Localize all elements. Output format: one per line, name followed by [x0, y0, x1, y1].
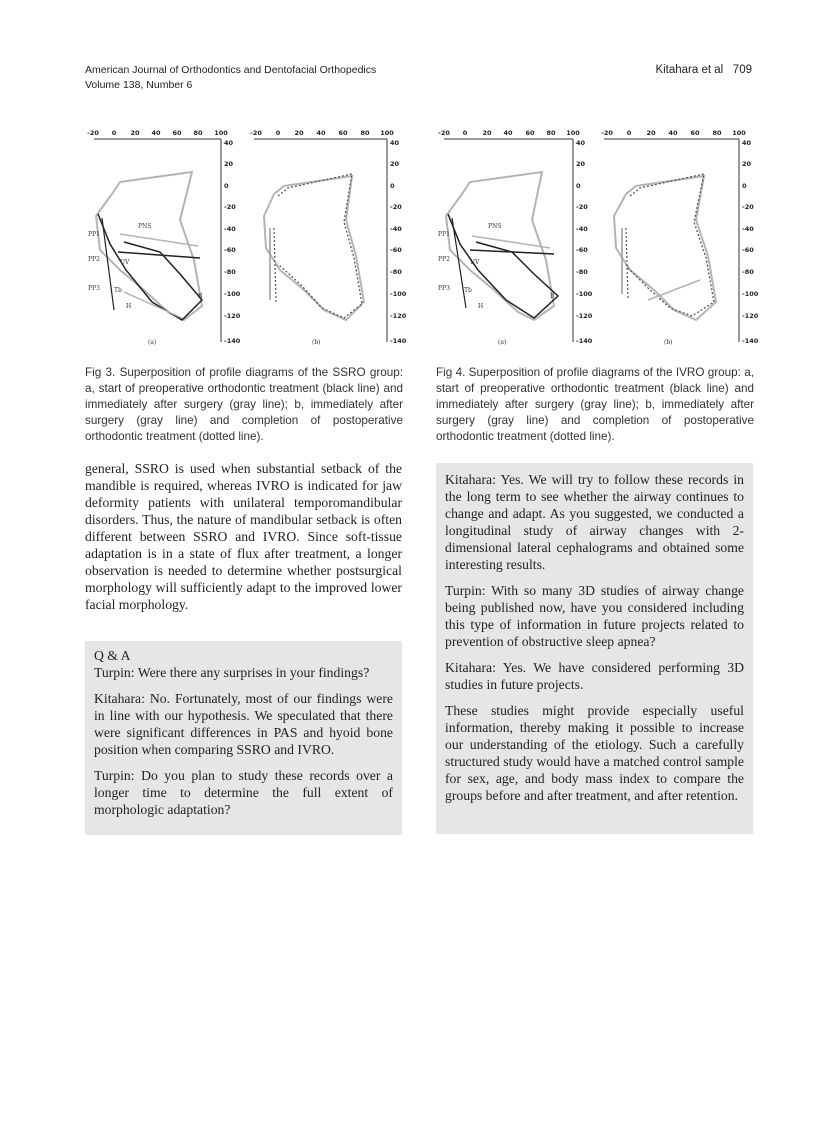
tick-label: -20: [438, 129, 450, 137]
label-pns: PNS: [488, 223, 502, 230]
tick-label: -120: [742, 312, 759, 320]
question-3: Turpin: With so many 3D studies of airway change being published now, have you considered including this type of information in future projects related to prevention of obstructive sleep apnea?: [445, 583, 744, 649]
body-paragraph: general, SSRO is used when substantial setback of the mandible is required, whereas IVRO is indicated for jaw deformity patients with unilateral temporomandibular disorders. Thus, the nature of mandibular setback is often different between SSRO and IVRO. Since soft-tissue adaptation is in a state of flux after treatment, a longer observation is needed to determine whether postsurgical morphology will sufficiently adapt to the improved lower facial morphology.: [85, 461, 402, 612]
qa-title: Q & A: [94, 648, 131, 663]
label-tb: Tb: [114, 287, 122, 294]
answer-3-continued: These studies might provide especially useful information, thereby making it possible to increase our understanding of the etiology. Such a carefully structured study would have a matched control sample for sex, age, and body mass index to compare the groups before and after treatment, and after retention.: [445, 703, 744, 803]
answer-2: Kitahara: Yes. We will try to follow these records in the long term to see whether the airway continues to change and adapt. As you suggested, we conducted a longitudinal study of airway changes with 2-dimensional lateral cephalograms and obtained some interesting results.: [445, 472, 744, 572]
tick-label: 20: [130, 129, 140, 137]
tick-label: -100: [742, 290, 759, 298]
label-b: B: [550, 293, 555, 300]
tick-label: -100: [390, 290, 407, 298]
tick-label: 20: [390, 160, 400, 168]
tick-label: 20: [294, 129, 304, 137]
tick-label: -120: [390, 312, 407, 320]
tick-label: 20: [576, 160, 586, 168]
figure-4: [434, 124, 759, 352]
panel-b-label: (b): [664, 339, 673, 346]
figure-4-caption: Fig 4. Superposition of profile diagrams of the IVRO group: a, start of preoperative orthodontic treatment (black line) and immediately after surgery (gray line); b, immediately after surgery (gray line) and completion of postoperative orthodontic treatment (dotted line).: [436, 366, 754, 443]
black-profile-line: [448, 214, 558, 318]
panel-b-label: (b): [312, 339, 321, 346]
tick-label: -40: [390, 225, 402, 233]
label-h: H: [126, 303, 132, 310]
question-2: Turpin: Do you plan to study these records over a longer time to determine the full extent of morphologic adaptation?: [94, 768, 393, 817]
tick-label: -100: [224, 290, 241, 298]
panel-a-top-ticks: [87, 129, 228, 137]
tick-label: 40: [576, 139, 586, 147]
qa-box-left: [85, 641, 402, 835]
panel-b-side-ticks: [742, 139, 759, 345]
tick-label: -20: [601, 129, 613, 137]
tick-label: 0: [576, 182, 581, 190]
tick-label: 40: [151, 129, 161, 137]
black-mandible-line: [118, 252, 200, 258]
tick-label: -80: [390, 268, 402, 276]
tick-label: 60: [172, 129, 182, 137]
journal-volume: Volume 138, Number 6: [85, 79, 193, 91]
tick-label: -140: [390, 337, 407, 345]
tick-label: -140: [576, 337, 593, 345]
tick-label: -120: [224, 312, 241, 320]
tick-label: 0: [111, 129, 117, 137]
tick-label: -60: [742, 246, 754, 254]
answer-3: Kitahara: Yes. We have considered performing 3D studies in future projects.: [445, 660, 744, 692]
answer-1: Kitahara: No. Fortunately, most of our findings were in line with our hypothesis. We speculated that there were significant differences in PAS and hyoid bone position when comparing SSRO and IVRO.: [94, 691, 393, 757]
question-1: Turpin: Were there any surprises in your findings?: [94, 665, 370, 680]
gray-profile-line: [264, 176, 364, 320]
panel-a-label: (a): [498, 339, 507, 346]
journal-title: American Journal of Orthodontics and Dentofacial Orthopedics: [85, 64, 377, 76]
label-pp1: PP1: [438, 231, 450, 238]
tick-label: -120: [576, 312, 593, 320]
label-uv: UV: [470, 259, 480, 266]
tick-label: 80: [360, 129, 370, 137]
label-b: B: [198, 293, 203, 300]
figure-3-diagram: [84, 124, 407, 352]
tick-label: -40: [576, 225, 588, 233]
tick-label: -100: [576, 290, 593, 298]
tick-label: 40: [316, 129, 326, 137]
tick-label: 80: [712, 129, 722, 137]
tick-label: 20: [742, 160, 752, 168]
tick-label: -20: [87, 129, 99, 137]
figure-3-caption: Fig 3. Superposition of profile diagrams of the SSRO group: a, start of preoperative orthodontic treatment (black line) and immediately after surgery (gray line); b, immediately after surgery (gray line) and completion of postoperative orthodontic treatment (dotted line).: [85, 366, 403, 443]
tick-label: 100: [566, 129, 580, 137]
tick-label: 40: [224, 139, 234, 147]
tick-label: 0: [275, 129, 281, 137]
tick-label: -80: [576, 268, 588, 276]
tick-label: 20: [482, 129, 492, 137]
tick-label: 40: [503, 129, 513, 137]
panel-b-side-ticks: [390, 139, 407, 345]
qa-box-right: [436, 463, 753, 834]
tick-label: 0: [626, 129, 632, 137]
panel-b-top-ticks: [601, 129, 746, 137]
label-pp2: PP2: [88, 256, 100, 263]
panel-a-label: (a): [148, 339, 157, 346]
tick-label: -60: [224, 246, 236, 254]
tick-label: 20: [224, 160, 234, 168]
tick-label: 60: [690, 129, 700, 137]
tick-label: -80: [742, 268, 754, 276]
tick-label: 0: [224, 182, 229, 190]
tick-label: -140: [224, 337, 241, 345]
gray-profile-line: [614, 176, 716, 320]
gray-mandible-line: [648, 280, 700, 300]
tick-label: -40: [224, 225, 236, 233]
label-tb: Tb: [464, 287, 472, 294]
tick-label: -20: [224, 203, 236, 211]
tick-label: -20: [390, 203, 402, 211]
tick-label: 100: [214, 129, 228, 137]
tick-label: 100: [732, 129, 746, 137]
tick-label: -140: [742, 337, 759, 345]
tick-label: 0: [390, 182, 395, 190]
panel-a-side-ticks: [576, 139, 593, 345]
panel-b-top-ticks: [250, 129, 394, 137]
tick-label: 60: [525, 129, 535, 137]
tick-label: -20: [576, 203, 588, 211]
journal-header: [85, 63, 376, 93]
tick-label: 0: [742, 182, 747, 190]
figure-3: [84, 124, 407, 352]
black-mandible-line: [470, 250, 554, 254]
label-h: H: [478, 303, 484, 310]
figure-4-diagram: [434, 124, 759, 352]
tick-label: -20: [742, 203, 754, 211]
tick-label: -80: [224, 268, 236, 276]
label-pp3: PP3: [438, 285, 450, 292]
tick-label: 80: [193, 129, 203, 137]
label-uv: UV: [120, 259, 130, 266]
panel-a-top-ticks: [438, 129, 580, 137]
tick-label: 40: [390, 139, 400, 147]
label-pns: PNS: [138, 223, 152, 230]
tick-label: -60: [576, 246, 588, 254]
tick-label: 60: [338, 129, 348, 137]
tick-label: 20: [646, 129, 656, 137]
tick-label: -40: [742, 225, 754, 233]
tick-label: 0: [462, 129, 468, 137]
tick-label: 40: [742, 139, 752, 147]
panel-a-side-ticks: [224, 139, 241, 345]
label-pp3: PP3: [88, 285, 100, 292]
tick-label: 40: [668, 129, 678, 137]
tick-label: 80: [546, 129, 556, 137]
pharynx-line: [102, 218, 114, 310]
running-head: Kitahara et al 709: [655, 64, 752, 76]
tick-label: -20: [250, 129, 262, 137]
label-pp2: PP2: [438, 256, 450, 263]
tick-label: -60: [390, 246, 402, 254]
label-pp1: PP1: [88, 231, 100, 238]
hyoid-gray-line: [124, 292, 182, 318]
tick-label: 100: [380, 129, 394, 137]
